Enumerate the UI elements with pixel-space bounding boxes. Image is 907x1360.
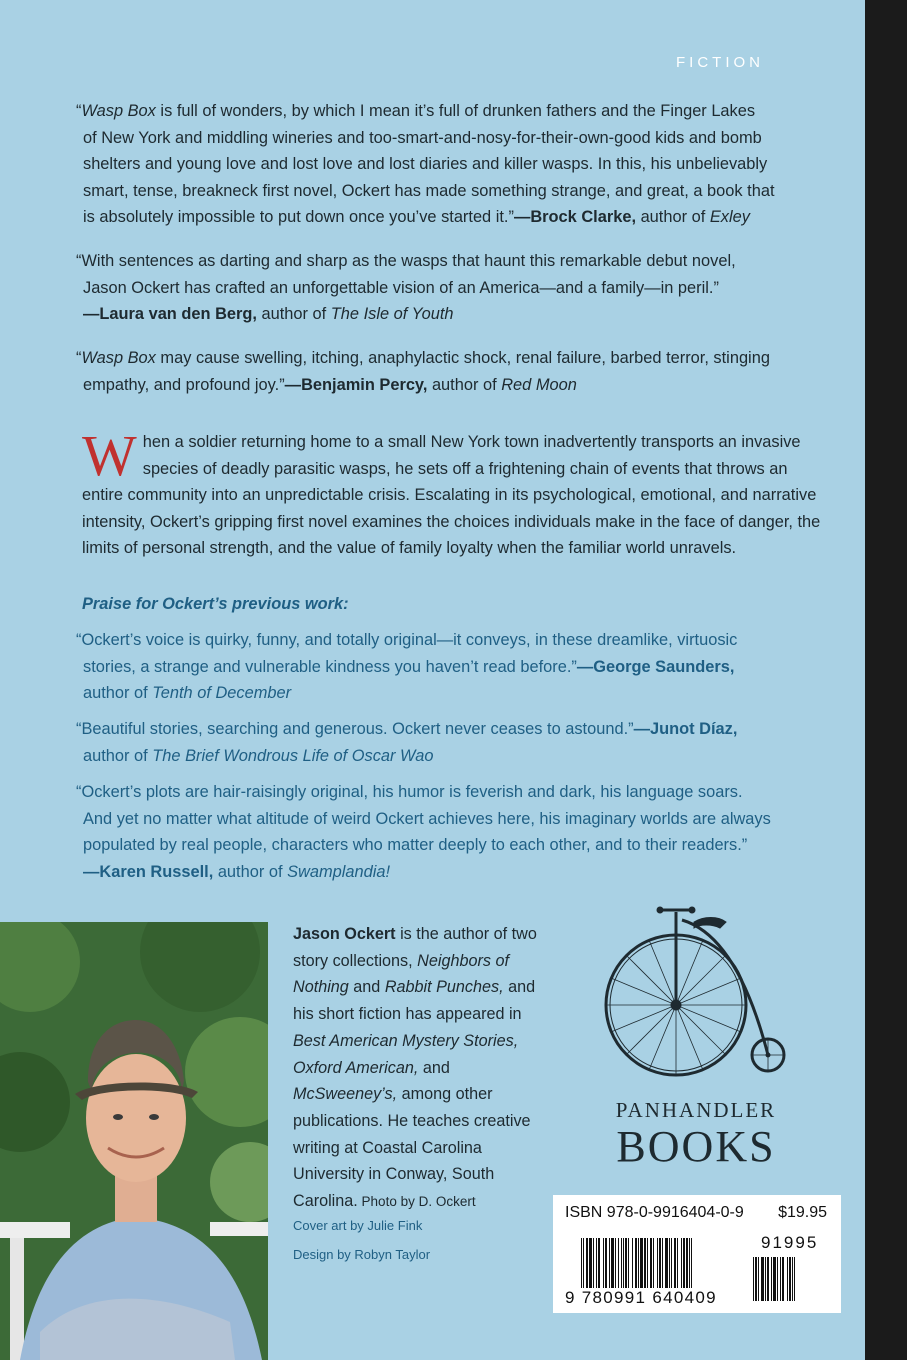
barcode-bar [618,1238,619,1288]
blurb-benjamin-percy [76,345,816,398]
drop-cap: W [82,423,137,488]
blurb-author: —Brock Clarke, [513,208,637,226]
blurb-line: shelters and young love and lost love and lost diaries and killer wasps. In this, his unbelievably [83,155,768,173]
barcode-bar [603,1238,604,1288]
blurb-line: smart, tense, breakneck first novel, Ockert has made something strange, and great, a book that [83,181,775,200]
bio-publication: Best American Mystery Stories, [293,1031,519,1050]
blurb-line: “Wasp Box may cause swelling, itching, anaphylactic shock, renal failure, barbed terror, stinging [76,349,770,367]
praise-line: “Ockert’s voice is quirky, funny, and totally original—it conveys, in these dreamlike, virtuosic [76,631,738,649]
praise-author: —Karen Russell, [83,862,214,881]
barcode-bar [605,1238,607,1288]
praise-line: author of The Brief Wondrous Life of Oscar Wao [83,746,434,765]
barcode-bar [767,1257,769,1301]
book-spine [865,0,907,1360]
praise-heading: Praise for Ockert’s previous work: [82,595,349,613]
barcode-bar [615,1238,616,1288]
publisher-logo-text [606,1098,786,1169]
praise-line: stories, a strange and vulnerable kindness you haven’t read before.”—George Saunders, [83,657,735,676]
barcode-bar [691,1238,692,1288]
bicycle-logo [596,900,796,1080]
barcode-bar [761,1257,764,1301]
price-text: $19.95 [778,1204,827,1221]
barcode-bar [789,1257,791,1301]
barcode-box [553,1195,841,1313]
barcode-bar [657,1238,658,1288]
praise-author-book: Tenth of December [152,684,292,702]
barcode-bar [771,1257,772,1301]
barcode-bar [669,1238,670,1288]
barcode-bar [635,1238,637,1288]
barcode-bar [686,1238,688,1288]
barcode-bar [598,1238,600,1288]
barcode-bar [794,1257,795,1301]
barcode-bar [609,1238,610,1288]
author-photo-illustration [0,922,268,1360]
barcode-bar [674,1238,676,1288]
praise-karen-russell [76,779,816,885]
isbn-text: ISBN 978-0-9916404-0-9 [565,1204,744,1221]
publisher-line1: PANHANDLER [615,1098,777,1122]
blurb-brock-clarke [76,98,816,231]
barcode-bar [647,1238,648,1288]
blurb-line: is absolutely impossible to put down once you’ve started it.”—Brock Clarke, author of Exley [83,208,750,226]
barcode-bar [650,1238,652,1288]
barcode-bar [638,1238,639,1288]
barcode-bar [640,1238,643,1288]
praise-line: author of Tenth of December [83,684,292,702]
author-photo [0,922,268,1360]
barcode-bar [773,1257,776,1301]
barcode-bar [581,1238,582,1288]
barcode-bar [628,1238,629,1288]
praise-junot-diaz [76,716,816,769]
praise-author: —Junot Díaz, [633,720,738,738]
praise-line: And yet no matter what altitude of weird Ockert achieves here, his imaginary worlds are always [83,809,771,828]
barcode-bar [753,1257,754,1301]
genre-label: FICTION [676,54,764,71]
barcode-bar [586,1238,588,1288]
blurb-author: —Laura van den Berg, [83,305,257,323]
barcode-bar [662,1238,663,1288]
blurb-line: Jason Ockert has crafted an unforgettable vision of an America—and a family—in peril.” [83,278,719,297]
blurb-author-book: Red Moon [501,375,577,394]
publisher-line2: BOOKS [616,1122,776,1171]
barcode-bar [689,1238,690,1288]
barcode-bar [611,1238,614,1288]
praise-line: “Beautiful stories, searching and generous. Ockert never ceases to astound.”—Junot Díaz, [76,720,738,738]
barcode-bar [644,1238,646,1288]
barcode-bar [621,1238,622,1288]
barcode-bar [659,1238,661,1288]
blurb-author-book: Exley [709,208,750,226]
barcode-bar [671,1238,672,1288]
barcode-bar [625,1238,627,1288]
barcode-bar [632,1238,633,1288]
design-credit: Design by Robyn Taylor [293,1247,431,1262]
book-description [82,423,832,562]
praise-line: —Karen Russell, author of Swamplandia! [83,862,391,881]
barcode-bar [777,1257,778,1301]
cover-art-credit: Cover art by Julie Fink [293,1218,423,1233]
praise-author: —George Saunders, [576,657,735,676]
barcode-bar [683,1238,685,1288]
barcode-bar [792,1257,793,1301]
praise-author-book: The Brief Wondrous Life of Oscar Wao [152,746,434,765]
barcode-bar [782,1257,784,1301]
barcode-bar [758,1257,759,1301]
barcode-bar [677,1238,678,1288]
barcode-bar [623,1238,624,1288]
barcode-bar [593,1238,594,1288]
barcode-bar [681,1238,682,1288]
barcode-bar [765,1257,766,1301]
barcode-bar [589,1238,592,1288]
blurb-line: empathy, and profound joy.”—Benjamin Percy, author of Red Moon [83,375,577,394]
photo-credit: Photo by D. Ockert [357,1194,476,1210]
praise-author-book: Swamplandia! [287,862,391,881]
author-name: Jason Ockert [293,925,396,943]
bio-book-title: Rabbit Punches, [384,978,504,997]
blurb-author: —Benjamin Percy, [284,375,428,394]
barcode-bar [780,1257,781,1301]
description-text: hen a soldier returning home to a small New York town inadvertently transports an invasive species of deadly parasitic wasps, he sets off a frightening chain of events that throws an entire community into an unpredictable crisis. Escalating in its psychological, emotional, and narrative intensity, Ockert’s gripping first novel examines the choices individuals make in the face of danger, the limits of personal strength, and the value of family loyalty when the familiar world unravels. [82,433,821,557]
blurb-line: of New York and middling wineries and too-smart-and-nosy-for-their-own-good kids and bomb [83,128,762,147]
praise-george-saunders [76,627,816,707]
barcode-bar [596,1238,597,1288]
barcode-bar [583,1238,584,1288]
barcode-number: 9 780991 640409 [565,1288,717,1307]
barcode-bar [755,1257,757,1301]
barcode-bar [653,1238,654,1288]
barcode-addon-number: 91995 [761,1233,819,1252]
barcode-main [581,1238,741,1288]
praise-line: populated by real people, characters who matter deeply to each other, and to their readers.” [83,836,748,854]
blurb-laura-van-den-berg [76,248,816,328]
author-bio: Jason Ockert is the author of two story collections, Neighbors of Nothing and Rabbit Punches, and his short fiction has appeared in Best American Mystery Stories, Oxford American, and McSweeney’s, among other publications. He teaches creative writing at Coastal Carolina University in Conway, South Carolina. Photo by D. Ockert [293,925,537,1211]
praise-line: “Ockert’s plots are hair-raisingly original, his humor is feverish and dark, his language soars. [76,783,743,801]
penny-farthing-icon [596,900,796,1080]
bio-publication: McSweeney’s, [293,1085,398,1104]
blurb-line: “With sentences as darting and sharp as the wasps that haunt this remarkable debut novel, [76,252,736,270]
bio-publication: Oxford American, [293,1058,419,1077]
barcode-bar [787,1257,788,1301]
barcode-bar [665,1238,668,1288]
bio-book-title: Neighbors of Nothing [293,951,509,997]
barcode-addon [753,1257,825,1301]
blurb-line: “Wasp Box is full of wonders, by which I mean it’s full of drunken fathers and the Finger Lakes [76,102,756,120]
blurb-line: —Laura van den Berg, author of The Isle of Youth [83,305,454,323]
blurb-author-book: The Isle of Youth [330,305,454,323]
